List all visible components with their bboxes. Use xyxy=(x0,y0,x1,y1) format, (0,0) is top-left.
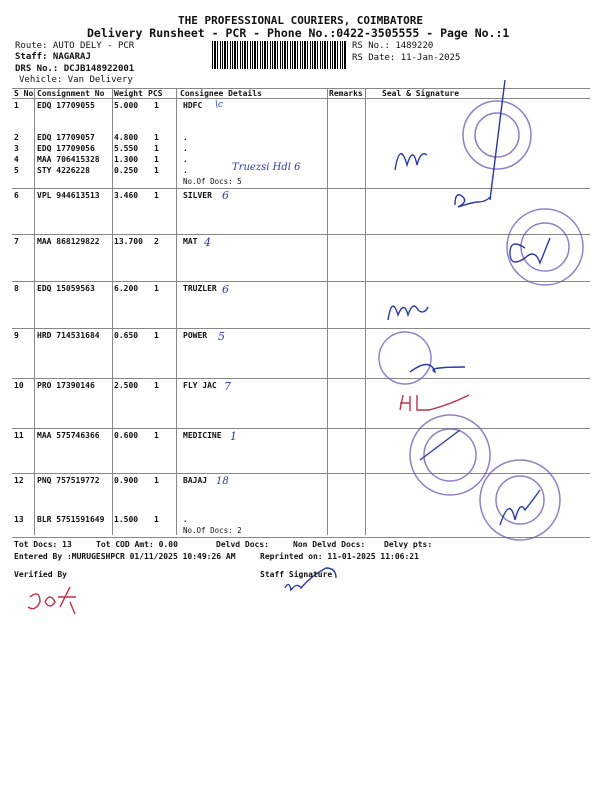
rs-no: RS No.: 1489220 xyxy=(352,41,434,51)
cell-cn: MAA 706415328 xyxy=(37,155,100,164)
cell-details: FLY JAC xyxy=(183,381,217,390)
cell-cn: BLR 5751591649 xyxy=(37,515,105,524)
signature xyxy=(400,395,469,411)
signature xyxy=(28,587,76,614)
handwritten-note: 6 xyxy=(222,283,229,296)
handwritten-note: 18 xyxy=(216,476,229,487)
cell-cn: EDQ 17709055 xyxy=(37,101,95,110)
cell-cn: HRD 714531684 xyxy=(37,331,100,340)
cell-details: POWER xyxy=(183,331,208,340)
handwritten-note: 6 xyxy=(222,189,229,202)
handwritten-note: 4 xyxy=(204,236,211,249)
col-sno: S No xyxy=(14,89,34,98)
cell-details: . xyxy=(183,515,188,524)
cell-wt: 4.800 xyxy=(114,133,139,142)
cell-pcs: 1 xyxy=(154,515,159,524)
cell-pcs: 1 xyxy=(154,331,159,340)
cell-sno: 2 xyxy=(14,133,19,142)
cell-details: . xyxy=(183,155,188,164)
cell-details: . xyxy=(183,144,188,153)
col-remarks: Remarks xyxy=(329,89,363,98)
route: Route: AUTO DELY - PCR xyxy=(15,41,135,51)
col-consignee: Consignee Details xyxy=(180,89,262,98)
cell-wt: 0.250 xyxy=(114,166,139,175)
cell-sno: 8 xyxy=(14,284,19,293)
bajaj-stamp xyxy=(480,460,560,540)
cell-cn: PRO 17390146 xyxy=(37,381,95,390)
cell-sno: 11 xyxy=(14,431,24,440)
cell-wt: 0.600 xyxy=(114,431,139,440)
cell-sno: 10 xyxy=(14,381,24,390)
cell-sno: 1 xyxy=(14,101,19,110)
cell-wt: 1.300 xyxy=(114,155,139,164)
cell-details: TRUZLER xyxy=(183,284,217,293)
total-docs: Tot Docs: 13 xyxy=(14,540,72,549)
cell-wt: 1.500 xyxy=(114,515,139,524)
cell-wt: 0.900 xyxy=(114,476,139,485)
cell-wt: 5.000 xyxy=(114,101,139,110)
cell-pcs: 2 xyxy=(154,237,159,246)
cell-details: SILVER xyxy=(183,191,212,200)
cell-sno: 12 xyxy=(14,476,24,485)
cell-details: MAT xyxy=(183,237,198,246)
cell-pcs: 1 xyxy=(154,155,159,164)
signature xyxy=(490,80,505,200)
delivered-docs: Delvd Docs: xyxy=(216,540,269,549)
col-consignment: Consignment No xyxy=(37,89,105,98)
cell-pcs: 1 xyxy=(154,191,159,200)
rs-date: RS Date: 11-Jan-2025 xyxy=(352,53,461,63)
entered-by: Entered By :MURUGESHPCR 01/11/2025 10:49:26 AM xyxy=(14,552,236,561)
signature xyxy=(455,195,490,207)
cell-wt: 13.700 xyxy=(114,237,143,246)
cell-wt: 5.550 xyxy=(114,144,139,153)
cell-cn: EDQ 15059563 xyxy=(37,284,95,293)
runsheet-subtitle: Delivery Runsheet - PCR - Phone No.:0422-3505555 - Page No.:1 xyxy=(87,26,510,40)
reliable-stamp xyxy=(507,209,583,285)
cell-cn: STY 4226228 xyxy=(37,166,90,175)
signature xyxy=(395,154,427,170)
cell-pcs: 1 xyxy=(154,431,159,440)
docs-count: No.Of Docs: 2 xyxy=(183,526,242,535)
cell-cn: VPL 944613513 xyxy=(37,191,100,200)
cell-details: MEDICINE xyxy=(183,431,222,440)
cell-pcs: 1 xyxy=(154,284,159,293)
vehicle: Vehicle: Van Delivery xyxy=(19,75,133,85)
delivery-points: Delvy pts: xyxy=(384,540,433,549)
cell-cn: EDQ 17709057 xyxy=(37,133,95,142)
total-cod: Tot COD Amt: 0.00 xyxy=(96,540,178,549)
staff-signature: Staff Signature xyxy=(260,570,333,579)
drs-no: DRS No.: DCJB148922001 xyxy=(15,64,135,74)
cell-pcs: 1 xyxy=(154,101,159,110)
cell-cn: EDQ 17709056 xyxy=(37,144,95,153)
cell-sno: 3 xyxy=(14,144,19,153)
handwritten-note: Truezsi Hdl 6 xyxy=(232,162,301,173)
signature xyxy=(388,306,428,320)
cell-wt: 2.500 xyxy=(114,381,139,390)
medicine-stamp xyxy=(410,415,490,495)
cell-sno: 4 xyxy=(14,155,19,164)
signature xyxy=(510,238,550,263)
col-seal: Seal & Signature xyxy=(382,89,460,98)
docs-count: No.Of Docs: 5 xyxy=(183,177,242,186)
cell-sno: 7 xyxy=(14,237,19,246)
staff: Staff: NAGARAJ xyxy=(15,52,91,62)
power-stamp xyxy=(379,332,431,384)
cell-pcs: 1 xyxy=(154,133,159,142)
company-title: THE PROFESSIONAL COURIERS, COIMBATORE xyxy=(178,14,424,27)
col-pcs: PCS xyxy=(148,89,163,98)
handwritten-note: 7 xyxy=(224,380,231,393)
verified-by: Verified By xyxy=(14,570,67,579)
cell-cn: MAA 868129822 xyxy=(37,237,100,246)
cell-pcs: 1 xyxy=(154,381,159,390)
reprinted-on: Reprinted on: 11-01-2025 11:06:21 xyxy=(260,552,419,561)
handwritten-note: 1 xyxy=(230,430,237,443)
handwritten-note: 5 xyxy=(218,330,225,343)
cell-pcs: 1 xyxy=(154,476,159,485)
cell-sno: 9 xyxy=(14,331,19,340)
cell-details: . xyxy=(183,133,188,142)
cell-details: BAJAJ xyxy=(183,476,208,485)
cell-details: HDFC xyxy=(183,101,203,110)
signature xyxy=(410,365,465,373)
cell-sno: 6 xyxy=(14,191,19,200)
cell-cn: MAA 575746366 xyxy=(37,431,100,440)
cell-wt: 0.650 xyxy=(114,331,139,340)
non-delivered-docs: Non Delvd Docs: xyxy=(293,540,366,549)
cell-pcs: 1 xyxy=(154,144,159,153)
hdfc-stamp xyxy=(463,101,531,169)
cell-details: . xyxy=(183,166,188,175)
cell-sno: 13 xyxy=(14,515,24,524)
cell-wt: 3.460 xyxy=(114,191,139,200)
cell-sno: 5 xyxy=(14,166,19,175)
cell-wt: 6.200 xyxy=(114,284,139,293)
handwritten-note: \c xyxy=(215,100,224,110)
cell-cn: PNQ 757519772 xyxy=(37,476,100,485)
cell-pcs: 1 xyxy=(154,166,159,175)
col-weight: Weight xyxy=(114,89,143,98)
